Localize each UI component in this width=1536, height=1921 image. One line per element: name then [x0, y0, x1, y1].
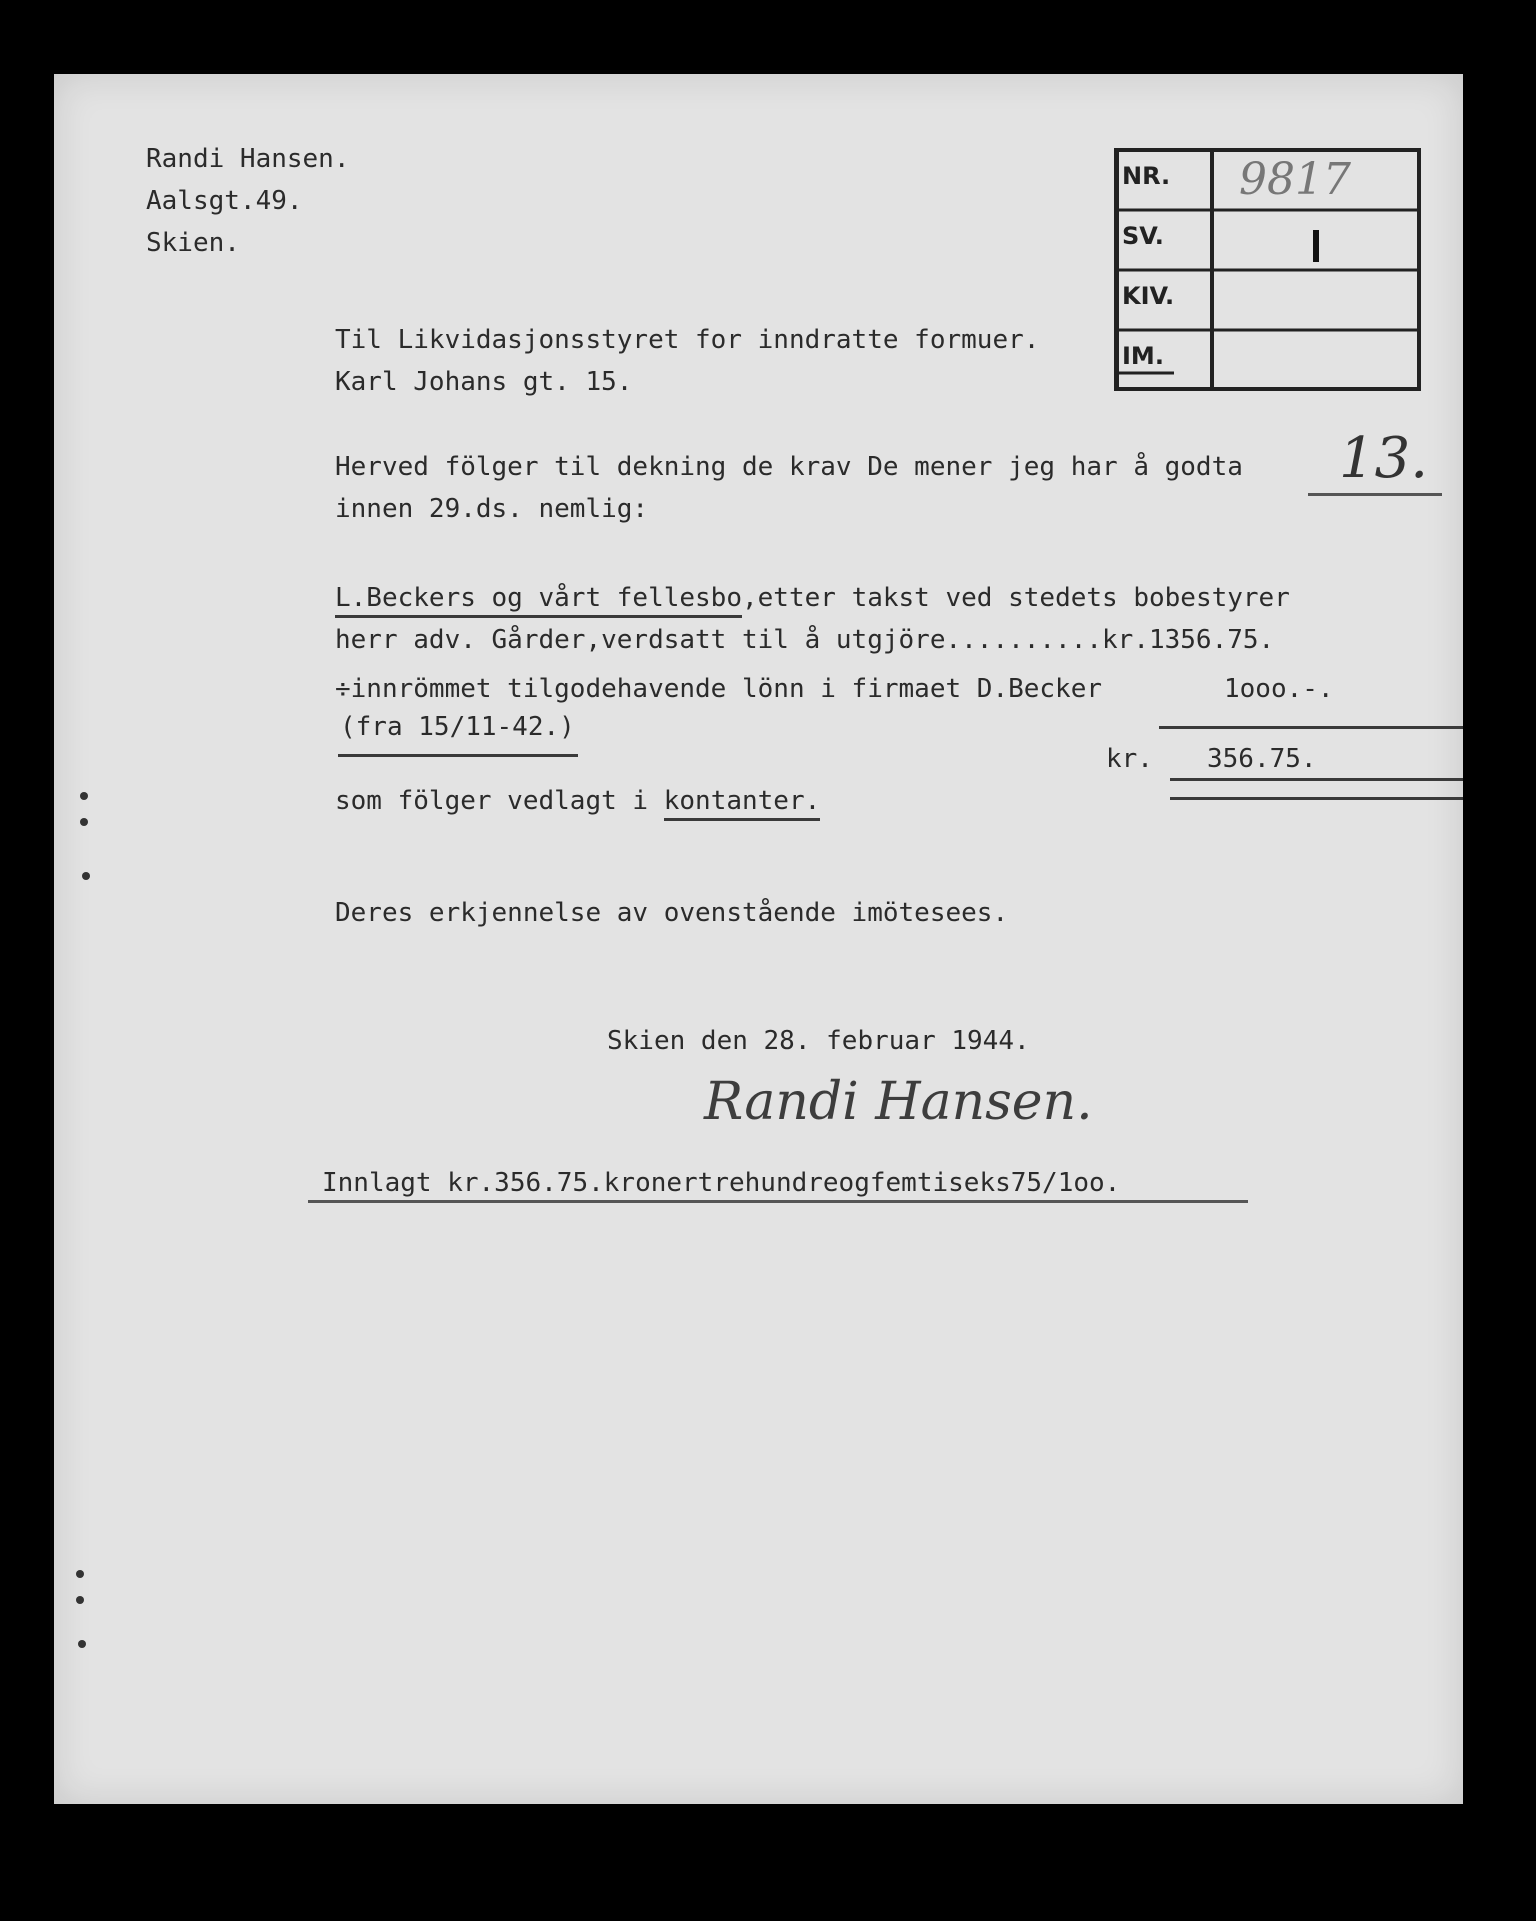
binding-mark: [80, 792, 88, 800]
binding-mark: [78, 1640, 86, 1648]
item-1-rest: ,etter takst ved stedets bobestyrer: [742, 583, 1290, 613]
total-rule-1: [1170, 778, 1463, 781]
sender-city: Skien.: [146, 228, 240, 258]
item-1: [335, 583, 1290, 613]
stamp-sv-label: SV.: [1122, 222, 1164, 250]
stamp-row-im: [1114, 328, 1421, 388]
total-rule-2: [1170, 797, 1463, 800]
document-page: [54, 74, 1463, 1804]
enclosed-underline: [308, 1200, 1248, 1203]
stamp-row-kiv: [1114, 268, 1421, 328]
item-1-underlined: L.Beckers og vårt fellesbo: [335, 583, 742, 618]
signature: Randi Hansen.: [704, 1072, 1093, 1132]
stamp-nr-value: 9817: [1239, 154, 1351, 205]
handwritten-number-underline: [1308, 493, 1442, 496]
closing-line: Deres erkjennelse av ovenstående imötesees.: [335, 898, 1009, 928]
recipient-line-2: Karl Johans gt. 15.: [335, 367, 633, 397]
cash-line: [335, 786, 820, 816]
item-4-underline: [338, 754, 578, 757]
total-amount: 356.75.: [1207, 744, 1317, 774]
enclosed-line: Innlagt kr.356.75.kronertrehundreogfemtiseks75/1oo.: [322, 1168, 1121, 1198]
place-date: Skien den 28. februar 1944.: [607, 1026, 1030, 1056]
binding-mark: [76, 1596, 84, 1604]
item-2: herr adv. Gårder,verdsatt til å utgjöre..........kr.1356.75.: [335, 625, 1275, 655]
para1-line-2: innen 29.ds. nemlig:: [335, 494, 649, 524]
binding-mark: [76, 1570, 84, 1578]
stamp-row-nr: [1114, 148, 1421, 208]
cash-underlined: kontanter.: [664, 786, 821, 821]
cash-prefix: som fölger vedlagt i: [335, 786, 664, 816]
item-4: (fra 15/11-42.): [340, 712, 575, 742]
sender-street: Aalsgt.49.: [146, 186, 303, 216]
registration-stamp: [1114, 148, 1421, 391]
stamp-im-label: IM.: [1122, 342, 1164, 370]
recipient-line-1: Til Likvidasjonsstyret for inndratte formuer.: [335, 325, 1040, 355]
handwritten-number: 13.: [1339, 426, 1429, 491]
subtotal-rule: [1159, 726, 1463, 729]
item-3-amount: 1ooo.-.: [1224, 674, 1334, 704]
binding-mark: [82, 872, 90, 880]
stamp-row-sv: [1114, 208, 1421, 268]
para1-line-1: Herved fölger til dekning de krav De mener jeg har å godta: [335, 452, 1243, 482]
stamp-kiv-label: KIV.: [1122, 282, 1175, 310]
item-3-text: ÷innrömmet tilgodehavende lönn i firmaet D.Becker: [335, 674, 1103, 704]
sender-name: Randi Hansen.: [146, 144, 350, 174]
total-label: kr.: [1106, 744, 1153, 774]
stamp-nr-label: NR.: [1122, 162, 1171, 190]
binding-mark: [80, 818, 88, 826]
